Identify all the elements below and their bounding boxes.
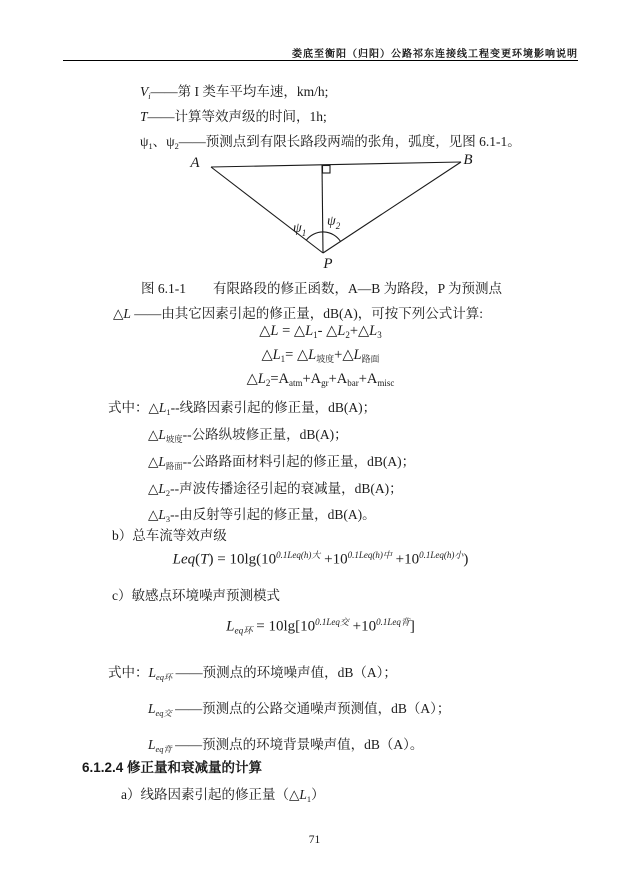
point-p-label: P (323, 256, 333, 272)
formula-delta-l-total: △L = $\triangle L_1-$ $\triangle L_2+\triangle L_3$ (259, 323, 382, 341)
definition-psi: $\psi_1$、$\psi_2——$预测点到有限长路段两端的张角，弧度，见图 6.1-1。 (140, 134, 521, 151)
psi2-symbol: ψ (327, 214, 336, 229)
right-angle-marker (323, 166, 331, 174)
subsection-b-heading: b）总车流等效声级 (112, 528, 227, 543)
where1-item5: $\triangle L_3--$由反射等引起的修正量，dB(A)。 (148, 507, 376, 524)
where-label: 式中： (108, 665, 149, 680)
definition-vi: $V_i——$第 I 类车平均车速，km/h; (140, 84, 329, 101)
delta-l-intro-line: △L ——由其它因素引起的修正量，dB(A)，可按下列公式计算: (113, 306, 484, 321)
angle-psi2-label (327, 214, 341, 231)
formula-delta-l2: $\triangle L_2=A_{atm}+A_{gr}+A_{bar}+A_{misc}$ (246, 371, 395, 389)
perpendicular-line (322, 165, 323, 253)
page-header-title: 娄底至衡阳（归阳）公路祁东连接线工程变更环境影响说明 (292, 49, 578, 60)
figure-caption: 图 6.1-1 有限路段的修正函数，A—B 为路段，P 为预测点 (141, 281, 503, 296)
section-6124-item-a: a）线路因素引起的修正量$(\triangle L_1)$ (121, 787, 325, 804)
section-6124-heading: 6.1.2.4 修正量和衰减量的计算 (82, 760, 263, 775)
psi1-subscript: 1 (301, 228, 307, 238)
angle-psi1-label (293, 221, 306, 238)
where-block-1-line-1 (108, 396, 376, 417)
formula-leq-env: $L_{eq环} = 10\lg[10^{0.1Leq交} +10^{0.1Leq背}]$ (226, 617, 415, 637)
formula-leq-total: $Leq(T) = 10\lg(10^{0.1Leq(h)大} +10^{0.1Leq(h)中} +10^{0.1Leq(h)小})$ (172, 550, 469, 568)
segment-ab-line (211, 162, 461, 167)
where1-item3: $\triangle L_{路面}--$公路路面材料引起的修正量，dB(A)； (148, 454, 416, 471)
definition-t: T——计算等效声级的时间，1h; (140, 109, 327, 124)
where1-item4: $\triangle L_2--$声波传播途径引起的衰减量，dB(A)； (148, 481, 403, 498)
where2-item1: $L_{eq环}$ ——预测点的环境噪声值，dB（A）； (148, 665, 397, 682)
subsection-c-heading: c）敏感点环境噪声预测模式 (112, 588, 280, 603)
where1-item1: $\triangle L_1--$线路因素引起的修正量，dB(A)； (148, 400, 377, 417)
page-number: 71 (308, 834, 321, 846)
where2-item2: $L_{eq交}$ ——预测点的公路交通噪声预测值，dB（A）； (148, 701, 451, 718)
psi1-symbol: ψ (293, 221, 302, 236)
header-rule (63, 60, 578, 61)
where-block-2-line-1 (108, 661, 397, 683)
formula-delta-l1: $\triangle L_1=$ $\triangle L_{坡度}+\triangle L_{路面}$ (261, 347, 380, 365)
point-b-label: B (463, 152, 473, 168)
point-a-label: A (190, 155, 200, 171)
where-label: 式中： (108, 400, 149, 415)
ray-b-to-p (323, 162, 461, 253)
figure-6-1-1-diagram (175, 148, 480, 275)
where1-item2: $\triangle L_{坡度}--$公路纵坡修正量，dB(A)； (148, 427, 348, 444)
psi2-subscript: 2 (335, 221, 341, 231)
where2-item3: $L_{eq背}$ ——预测点的环境背景噪声值，dB（A）。 (148, 737, 424, 754)
